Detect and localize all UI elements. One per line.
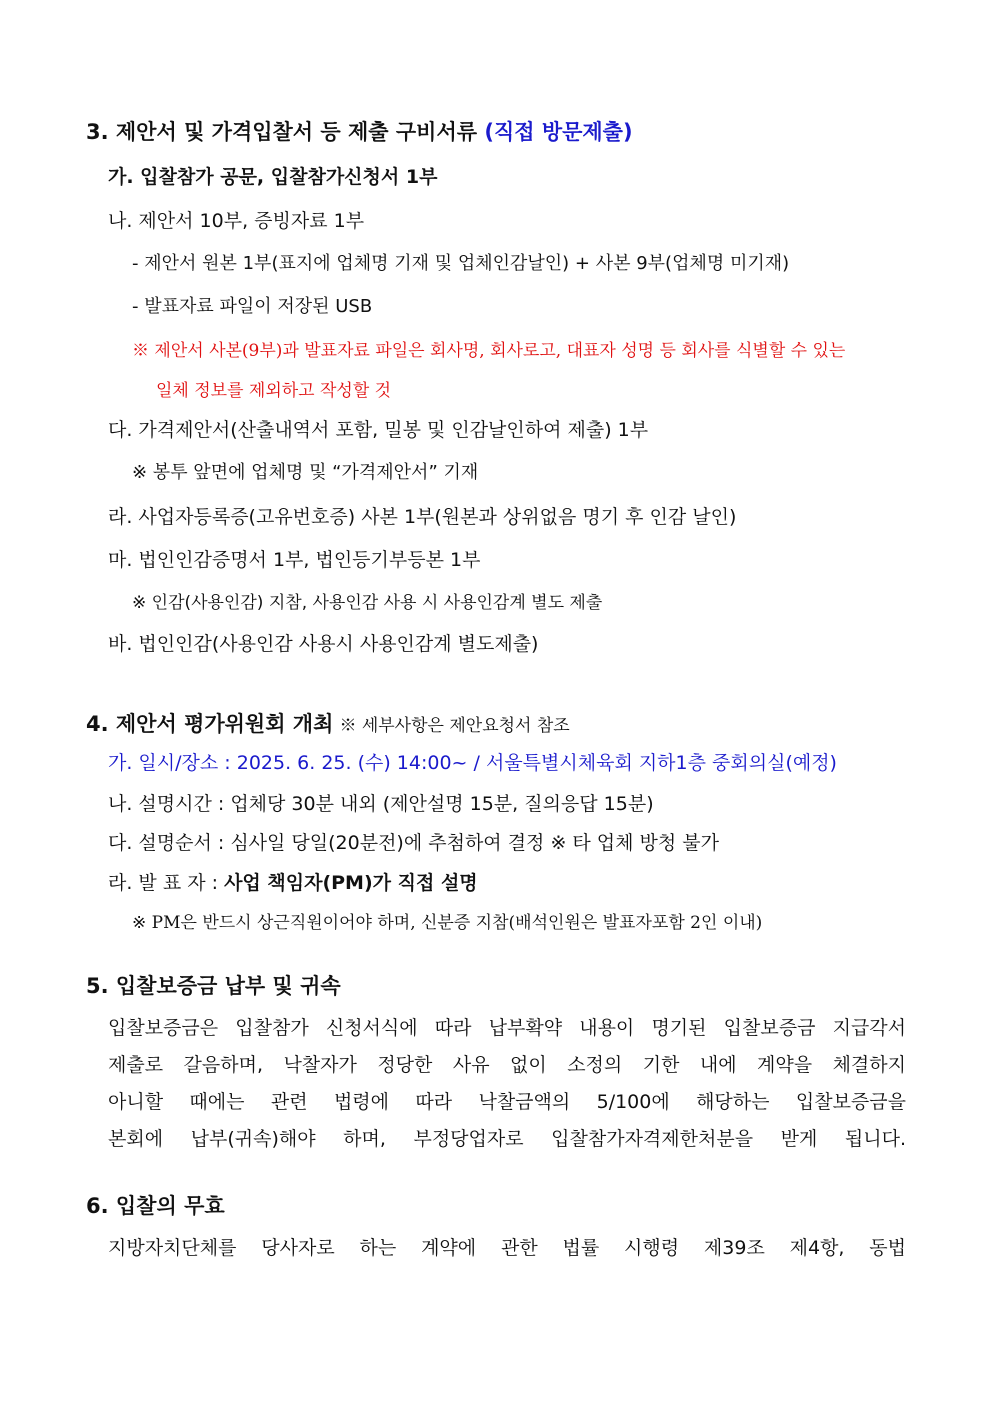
section-6-heading: 6. 입찰의 무효 bbox=[86, 1194, 225, 1218]
s3-na-detail-2: - 발표자료 파일이 저장된 USB bbox=[132, 296, 373, 317]
s4-item-na: 나. 설명시간 : 업체당 30분 내외 (제안설명 15분, 질의응답 15분) bbox=[108, 793, 654, 815]
section-3-title: 3. 제안서 및 가격입찰서 등 제출 구비서류 bbox=[86, 120, 478, 144]
s4-item-ra bbox=[108, 870, 478, 896]
s5-paragraph-line: 제출로 갈음하며, 낙찰자가 정당한 사유 없이 소정의 기한 내에 계약을 체결하지 bbox=[108, 1054, 906, 1076]
s3-warning-line-1: ※ 제안서 사본(9부)과 발표자료 파일은 회사명, 회사로고, 대표자 성명 등 회사를 식별할 수 있는 bbox=[132, 341, 846, 361]
s4-ra-note: ※ PM은 반드시 상근직원이어야 하며, 신분증 지참(배석인원은 발표자포함 2인 이내) bbox=[132, 913, 763, 933]
section-4-heading bbox=[86, 711, 570, 739]
section-3-note: (직접 방문제출) bbox=[484, 120, 633, 144]
section-6-paragraph bbox=[108, 1230, 906, 1267]
section-4-note: ※ 세부사항은 제안요청서 참조 bbox=[339, 716, 570, 736]
s3-item-ba: 바. 법인인감(사용인감 사용시 사용인감계 별도제출) bbox=[108, 633, 539, 655]
s4-item-ga: 가. 일시/장소 : 2025. 6. 25. (수) 14:00~ / 서울특별시체육회 지하1층 중회의실(예정) bbox=[108, 752, 837, 774]
s5-paragraph-line: 입찰보증금은 입찰참가 신청서식에 따라 납부확약 내용이 명기된 입찰보증금 지급각서 bbox=[108, 1017, 906, 1039]
s3-item-da: 다. 가격제안서(산출내역서 포함, 밀봉 및 인감날인하여 제출) 1부 bbox=[108, 419, 649, 441]
s3-na-detail-1: - 제안서 원본 1부(표지에 업체명 기재 및 업체인감날인) + 사본 9부(업체명 미기재) bbox=[132, 253, 790, 274]
s3-da-note: ※ 봉투 앞면에 업체명 및 “가격제안서” 기재 bbox=[132, 462, 479, 483]
section-4-title: 4. 제안서 평가위원회 개최 bbox=[86, 712, 334, 736]
s6-paragraph-line: 지방자치단체를 당사자로 하는 계약에 관한 법률 시행령 제39조 제4항, 동법 bbox=[108, 1237, 906, 1259]
s3-item-ra: 라. 사업자등록증(고유번호증) 사본 1부(원본과 상위없음 명기 후 인감 날인) bbox=[108, 506, 737, 528]
s4-ra-label: 라. 발 표 자 : bbox=[108, 872, 225, 894]
s3-ma-note: ※ 인감(사용인감) 지참, 사용인감 사용 시 사용인감계 별도 제출 bbox=[132, 593, 603, 613]
s3-item-ma: 마. 법인인감증명서 1부, 법인등기부등본 1부 bbox=[108, 549, 481, 571]
s4-item-da: 다. 설명순서 : 심사일 당일(20분전)에 추첨하여 결정 ※ 타 업체 방청 불가 bbox=[108, 832, 720, 854]
section-5-heading: 5. 입찰보증금 납부 및 귀속 bbox=[86, 974, 341, 998]
s3-warning-line-2: 일체 정보를 제외하고 작성할 것 bbox=[156, 381, 392, 401]
s5-paragraph-line: 본회에 납부(귀속)해야 하며, 부정당업자로 입찰참가자격제한처분을 받게 됩니다. bbox=[108, 1128, 906, 1150]
section-5-paragraph bbox=[108, 1010, 906, 1158]
s3-item-na: 나. 제안서 10부, 증빙자료 1부 bbox=[108, 210, 365, 232]
s5-paragraph-line: 아니할 때에는 관련 법령에 따라 낙찰금액의 5/100에 해당하는 입찰보증금을 bbox=[108, 1091, 906, 1113]
section-3-heading bbox=[86, 119, 633, 145]
s4-ra-value: 사업 책임자(PM)가 직접 설명 bbox=[224, 872, 478, 894]
s3-item-ga: 가. 입찰참가 공문, 입찰참가신청서 1부 bbox=[108, 166, 438, 188]
